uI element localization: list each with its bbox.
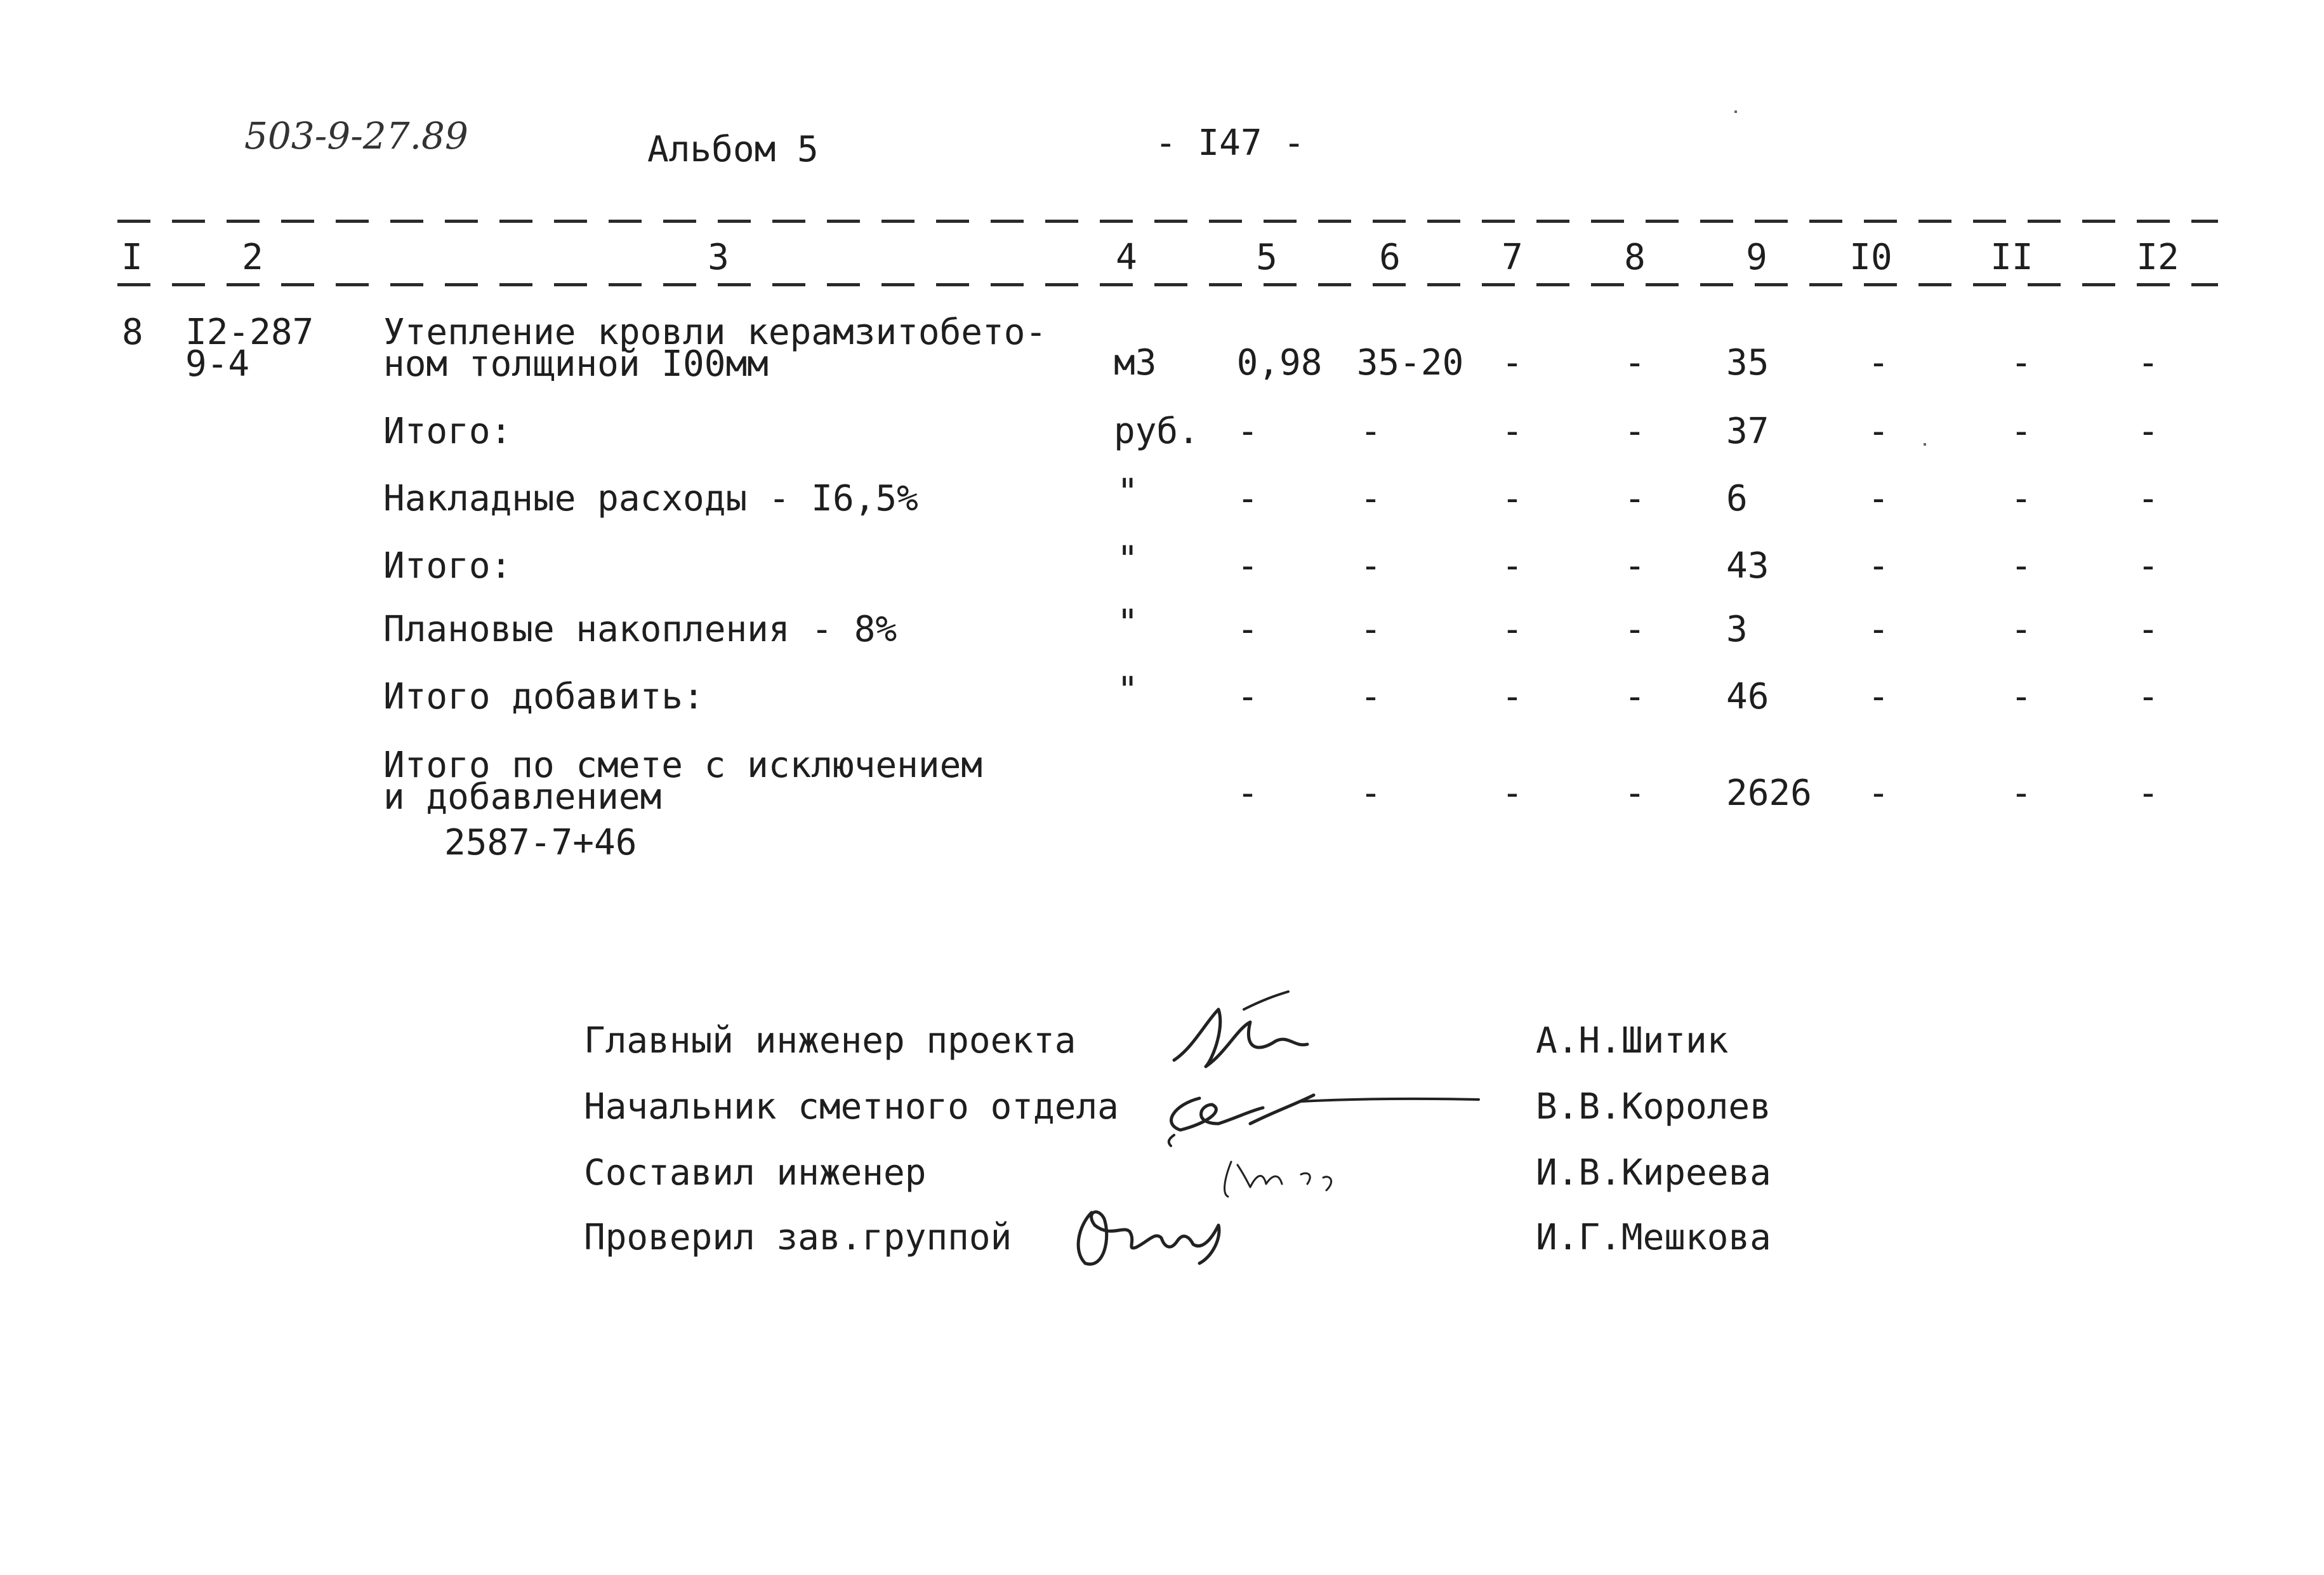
- cell-5: -: [1237, 545, 1258, 587]
- row-description: Итого:: [383, 545, 512, 587]
- rate-code: I2-287: [185, 312, 314, 353]
- row-number: 8: [122, 312, 143, 353]
- cell-5: -: [1237, 609, 1258, 650]
- cell-5: -: [1237, 676, 1258, 717]
- column-number: 8: [1624, 237, 1646, 278]
- unit-cell: ": [1117, 539, 1139, 580]
- unit-cell: м3: [1114, 342, 1157, 383]
- row-description-cont: и добавлением: [383, 776, 662, 818]
- cell-11: -: [2010, 609, 2032, 650]
- cell-6: -: [1360, 676, 1382, 717]
- signature-checker: [1066, 1187, 1231, 1276]
- cell-12: -: [2137, 609, 2159, 650]
- cell-8: -: [1624, 342, 1646, 383]
- cell-7: -: [1502, 478, 1523, 519]
- column-number: 3: [708, 237, 729, 278]
- speck: [1734, 110, 1737, 113]
- cell-11: -: [2010, 676, 2032, 717]
- row-description-cont: ном толщиной I00мм: [383, 343, 769, 385]
- cell-5: -: [1237, 773, 1258, 814]
- cell-5: 0,98: [1236, 342, 1323, 383]
- cell-5: -: [1237, 478, 1258, 519]
- signature-compiler: [1212, 1149, 1352, 1206]
- cell-9: 46: [1726, 676, 1769, 717]
- row-description: Итого:: [383, 411, 512, 452]
- album-label: Альбом 5: [647, 129, 819, 170]
- speck: [1924, 443, 1926, 446]
- unit-cell: ": [1117, 670, 1139, 711]
- cell-10: -: [1868, 773, 1889, 814]
- row-formula: 2587-7+46: [444, 822, 637, 863]
- cell-12: -: [2137, 773, 2159, 814]
- cell-11: -: [2010, 478, 2032, 519]
- signatory-role: Составил инженер: [584, 1152, 927, 1193]
- cell-7: -: [1502, 411, 1523, 452]
- cell-5: -: [1237, 411, 1258, 452]
- cell-9: 2626: [1726, 773, 1812, 814]
- signatory-role: Главный инженер проекта: [584, 1020, 1076, 1061]
- column-number: II: [1990, 237, 2033, 278]
- unit-cell: ": [1117, 472, 1139, 513]
- cell-7: -: [1502, 545, 1523, 587]
- cell-12: -: [2137, 676, 2159, 717]
- column-number: 6: [1379, 237, 1401, 278]
- cell-11: -: [2010, 773, 2032, 814]
- cell-8: -: [1624, 545, 1646, 587]
- cell-11: -: [2010, 411, 2032, 452]
- rate-code-sub: 9-4: [185, 343, 250, 385]
- cell-8: -: [1624, 676, 1646, 717]
- header-bottom-rule: [117, 283, 2218, 286]
- cell-9: 35: [1726, 342, 1769, 383]
- cell-6: -: [1360, 411, 1382, 452]
- cell-7: -: [1502, 342, 1523, 383]
- cell-12: -: [2137, 342, 2159, 383]
- document-code: 503-9-27.89: [244, 114, 468, 157]
- signature-chief-engineer: [1168, 990, 1320, 1079]
- cell-10: -: [1868, 411, 1889, 452]
- cell-9: 43: [1726, 545, 1769, 587]
- cell-8: -: [1624, 773, 1646, 814]
- cell-7: -: [1502, 676, 1523, 717]
- page-number: - I47 -: [1155, 123, 1305, 164]
- cell-8: -: [1624, 478, 1646, 519]
- cell-12: -: [2137, 411, 2159, 452]
- unit-cell: ": [1117, 602, 1139, 644]
- cell-12: -: [2137, 545, 2159, 587]
- cell-10: -: [1868, 342, 1889, 383]
- column-number: 5: [1256, 237, 1278, 278]
- cell-8: -: [1624, 609, 1646, 650]
- cell-10: -: [1868, 545, 1889, 587]
- cell-6: -: [1360, 478, 1382, 519]
- cell-9: 6: [1726, 478, 1748, 519]
- unit-cell: руб.: [1114, 411, 1199, 452]
- signature-estimate-head: [1155, 1079, 1485, 1149]
- column-number: I2: [2136, 237, 2179, 278]
- column-number: 2: [242, 237, 263, 278]
- column-number: I: [121, 237, 143, 278]
- header-top-rule: [117, 220, 2218, 223]
- cell-6: 35-20: [1356, 342, 1464, 383]
- column-number: 9: [1746, 237, 1767, 278]
- row-description: Итого по смете с исключением: [383, 745, 983, 786]
- row-description: Утепление кровли керамзитобето-: [383, 312, 1047, 353]
- cell-9: 3: [1726, 609, 1748, 650]
- column-number: 7: [1502, 237, 1523, 278]
- cell-10: -: [1868, 478, 1889, 519]
- column-number: I0: [1849, 237, 1892, 278]
- row-description: Накладные расходы - I6,5%: [383, 478, 918, 519]
- signatory-name: И.Г.Мешкова: [1536, 1217, 1771, 1258]
- cell-7: -: [1502, 773, 1523, 814]
- signatory-role: Проверил зав.группой: [584, 1217, 1012, 1258]
- signatory-name: И.В.Киреева: [1536, 1152, 1771, 1193]
- cell-9: 37: [1726, 411, 1769, 452]
- cell-11: -: [2010, 342, 2032, 383]
- signatory-name: В.В.Королев: [1536, 1086, 1771, 1127]
- cell-8: -: [1624, 411, 1646, 452]
- signatory-name: А.Н.Шитик: [1536, 1020, 1729, 1061]
- cell-7: -: [1502, 609, 1523, 650]
- cell-6: -: [1360, 609, 1382, 650]
- row-description: Итого добавить:: [383, 676, 704, 717]
- cell-10: -: [1868, 609, 1889, 650]
- cell-12: -: [2137, 478, 2159, 519]
- row-description: Плановые накопления - 8%: [383, 609, 897, 650]
- cell-10: -: [1868, 676, 1889, 717]
- cell-6: -: [1360, 545, 1382, 587]
- column-number: 4: [1116, 237, 1137, 278]
- signatory-role: Начальник сметного отдела: [584, 1086, 1119, 1127]
- cell-11: -: [2010, 545, 2032, 587]
- cell-6: -: [1360, 773, 1382, 814]
